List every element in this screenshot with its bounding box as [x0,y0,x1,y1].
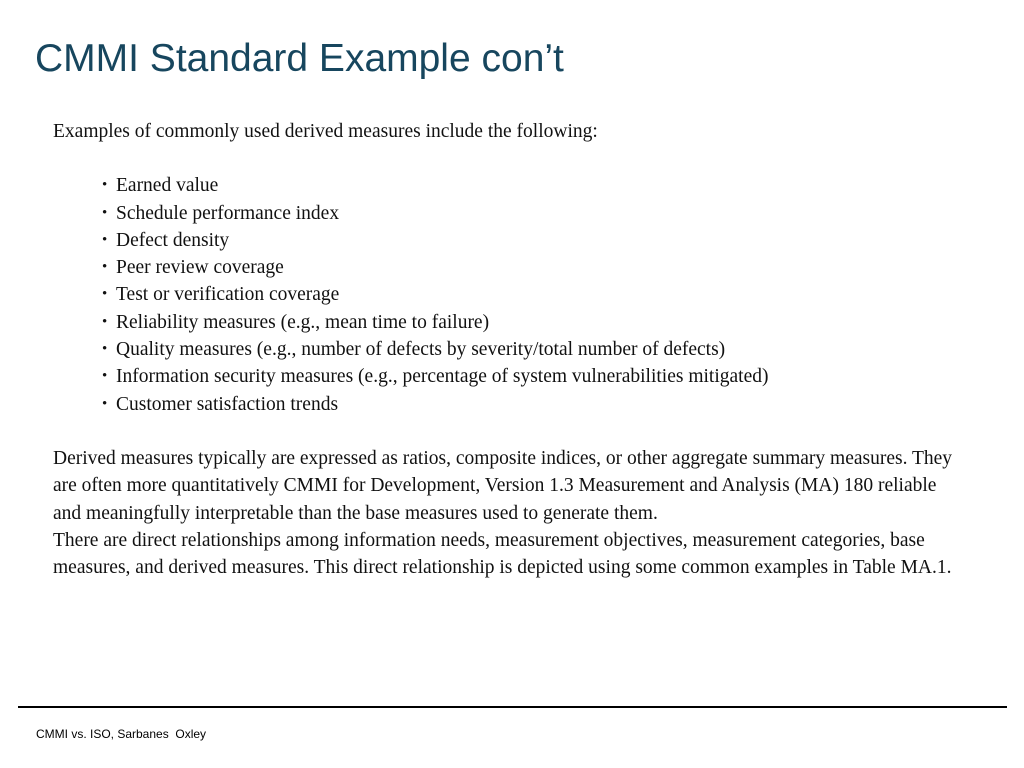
list-item-text: Earned value [116,175,219,197]
list-item [101,227,953,254]
bullet-icon: • [102,231,108,248]
bullet-icon: • [102,259,108,276]
bullet-icon: • [102,395,108,412]
slide-title: CMMI Standard Example con’t [35,37,564,80]
bullet-icon: • [102,313,108,330]
bullet-icon: • [102,286,108,303]
bullet-icon: • [102,204,108,221]
list-item [101,336,953,363]
bullet-icon: • [102,177,108,194]
list-item [101,200,953,227]
list-item-text: Test or verification coverage [116,284,340,306]
list-item-text: Customer satisfaction trends [116,393,339,415]
list-item [101,172,953,199]
list-item [101,254,953,281]
list-item [101,391,953,418]
list-item [101,309,953,336]
footer-divider [18,706,1007,708]
list-item-text: Reliability measures (e.g., mean time to failure) [116,311,490,333]
paragraph-derived-measures: Derived measures typically are expressed as ratios, composite indices, or other aggregate summary measures. They are often more quantitatively CMMI for Development, Version 1.3 Measurement and Analysis (MA) 180 reliable and meaningfully interpretable than the base measures used to generate them. [53,447,953,524]
bullet-icon: • [102,368,108,385]
list-item-text: Quality measures (e.g., number of defects by severity/total number of defects) [116,339,726,361]
slide-body [53,118,953,581]
intro-text: Examples of commonly used derived measures include the following: [53,121,598,142]
list-item-text: Information security measures (e.g., percentage of system vulnerabilities mitigated) [116,366,769,388]
list-item-text: Peer review coverage [116,257,284,279]
list-item [101,281,953,308]
list-item-text: Schedule performance index [116,202,340,224]
paragraph-relationships: There are direct relationships among information needs, measurement objectives, measurement categories, base measures, and derived measures. This direct relationship is depicted using some common examples in Table MA.1. [53,529,952,579]
list-item-text: Defect density [116,229,230,251]
list-item [101,363,953,390]
footer-text: CMMI vs. ISO, Sarbanes Oxley [36,727,207,741]
bullet-icon: • [102,341,108,358]
derived-measures-list [53,172,953,418]
